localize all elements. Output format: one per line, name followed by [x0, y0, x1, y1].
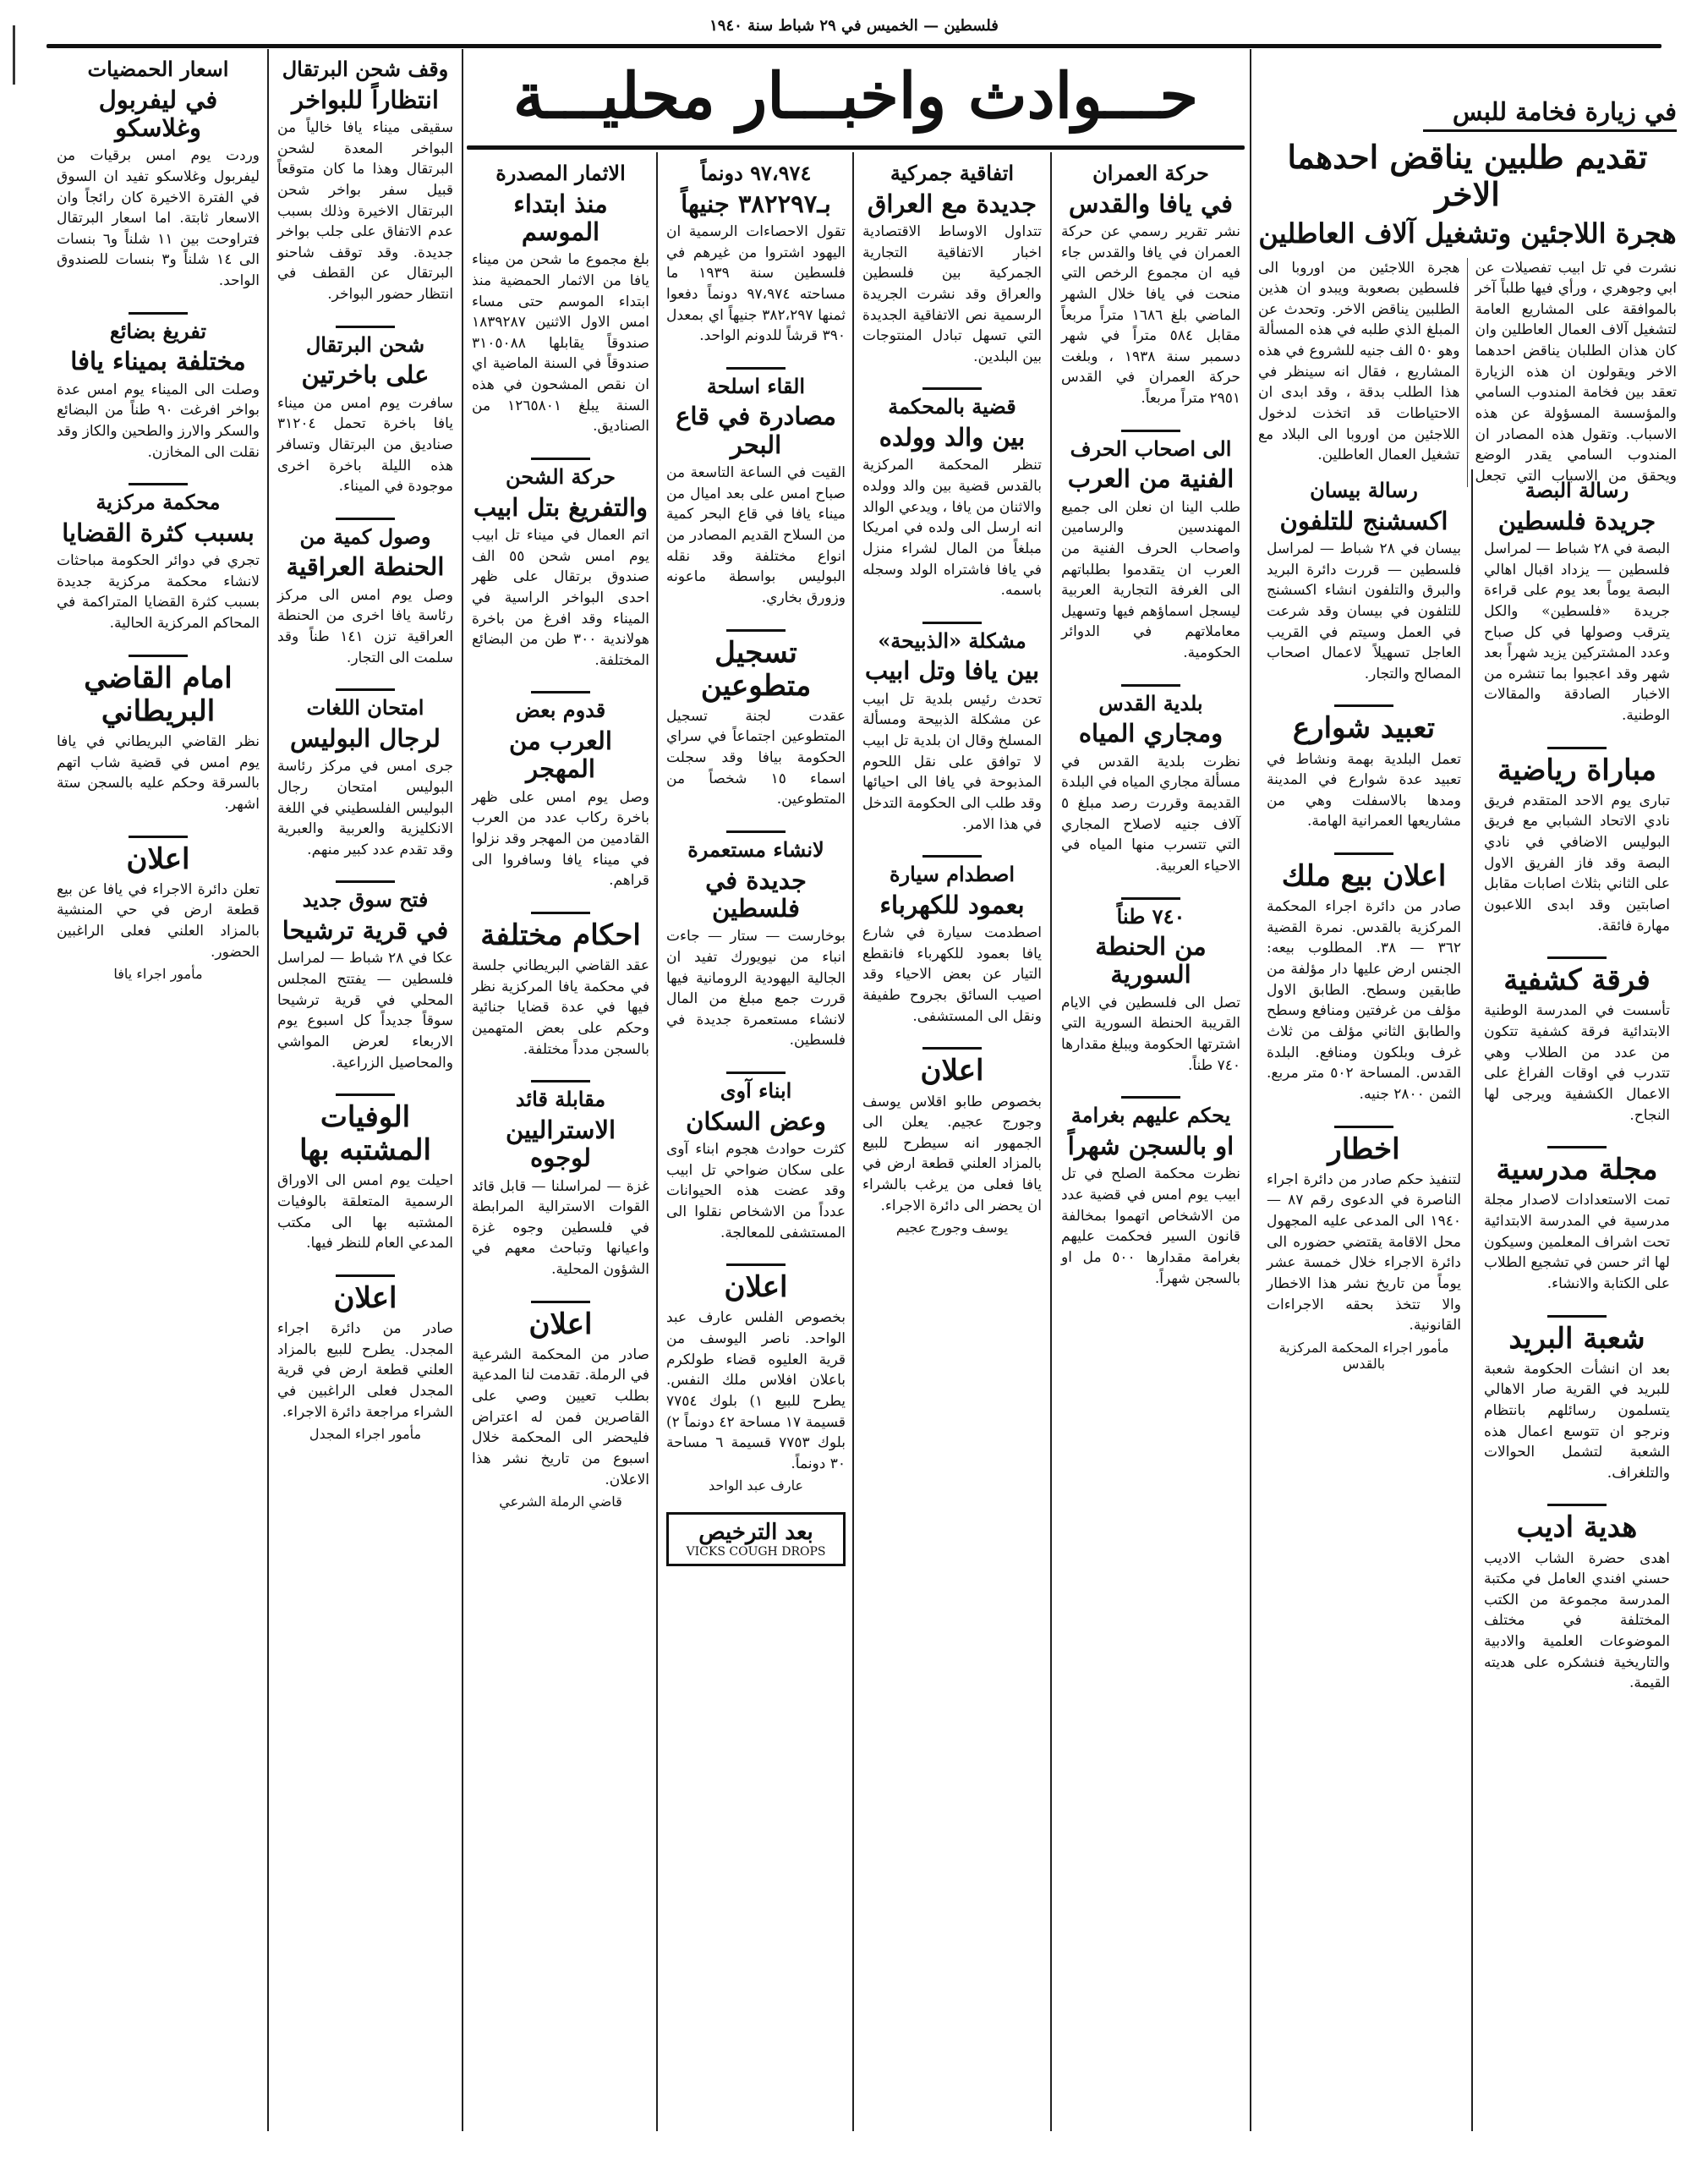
divider [726, 629, 786, 632]
divider [1423, 129, 1677, 132]
divider [129, 836, 188, 838]
column-rule [462, 49, 463, 2131]
article [1267, 844, 1461, 1105]
article [1484, 738, 1670, 937]
divider [336, 688, 395, 691]
article-body: اصطدمت سيارة في شارع يافا بعمود للكهرباء فانقطع التيار عن بعض الاحياء وقد اصيب السائق بجروح طفيفة ونقل الى المستشفى. [862, 924, 1042, 1025]
article-headline: القاء اسلحة [706, 373, 806, 398]
article-body: بيسان في ٢٨ شباط — لمراسل فلسطين — قررت دائرة البريد والبرق والتلفون انشاء اكسشنج للتلفون في بيسان وقد شرعت في العمل وسيتم في القريب العاجل تسهيلاً لاعمال اصحاب المصالح والتجار. [1267, 540, 1462, 682]
article-subhead: جريدة فلسطين [1497, 506, 1656, 535]
article-signature: مأمور اجراء المجدل [309, 1426, 422, 1443]
article-body: بوخارست — ستار — جاءت انباء من نيويورك تفيد ان الجالية اليهودية الرومانية فيها قررت جمع مبلغ من المال لانشاء مستعمرة جديدة في فلسطين. [666, 928, 846, 1050]
article-body: تأسست في المدرسة الوطنية الابتدائية فرقة كشفية تتكون من عدد من الطلاب وهي تتدرب في اوقات الفراغ على الاعمال الكشفية ويرجى لها النجاح. [1484, 1002, 1670, 1124]
divider [922, 855, 982, 858]
article-body: سافرت يوم امس من ميناء يافا باخرة تحمل ٣١٢٠٤ صناديق من البرتقال وتسافر هذه الليلة باخرة اخرى موجودة في الميناء. [277, 394, 453, 496]
divider [1121, 897, 1180, 900]
divider [336, 1093, 395, 1096]
article-body: نشر تقرير رسمي عن حركة العمران في يافا والقدس جاء فيه ان مجموع الرخص التي منحت في يافا خلال الشهر الماضي بلغ ١٦٨٦ متراً مربعاً مقابل ٥٨٤ متراً في شهر دسمبر سنة ١٩٣٨ ، وبلغت حركة العمران في القدس ٢٩٥١ متراً مربعاً. [1061, 222, 1241, 408]
article [1061, 421, 1240, 664]
article-headline: هدية اديب [1516, 1510, 1638, 1545]
masthead-rule [467, 145, 1245, 150]
article-headline: مجلة مدرسية [1496, 1153, 1658, 1187]
article-headline: اتفاقية جمركية [890, 161, 1015, 185]
article-headline: فرقة كشفية [1503, 963, 1651, 998]
article [472, 156, 649, 437]
article [277, 1266, 453, 1442]
article-body: جرى امس في مركز رئاسة البوليس امتحان رجال البوليس الفلسطيني في اللغة الانكليزية والعربية والعبرية وقد تقدم عدد كبير منهم. [277, 758, 453, 858]
article-headline: احكام مختلفة [480, 918, 641, 952]
article-headline: اعلان [724, 1270, 788, 1305]
article-headline: لانشاء مستعمرة [687, 836, 824, 862]
article-body: تعمل البلدية بهمة ونشاط في تعبيد عدة شوارع في المدينة ومدها بالاسفلت وهي من مشاريعها العمرانية الهامة. [1267, 750, 1461, 830]
article-body: وصل يوم امس على ظهر باخرة ركاب عدد من العرب القادمين من المهجر وقد نزلوا في ميناء يافا وسافروا الى قراهم. [472, 788, 649, 890]
divider [129, 312, 188, 315]
article-body: لتنفيذ حكم صادر من دائرة اجراء الناصرة في الدعوى رقم ٨٧ — ١٩٤٠ الى المدعى عليه المجهول محل الاقامة يقتضي حضوره الى دائرة الاجراء خلال خمسة عشر يوماً من تاريخ نشر هذا الاخطار والا تتخذ بحقه الاجراءات القانونية. [1267, 1170, 1462, 1335]
article-body: سقيقى ميناء يافا خالياً من البواخر المعدة لشحن البرتقال وهذا ما كان متوقعاً قبيل سفر بواخر شحن البرتقال الاخيرة وذلك بسبب عدم الاتفاق على جلب بواخر جديدة. وقد توقف شاحنو البرتقال عن القطف في انتظار حضور البواخر. [277, 118, 453, 304]
article-body: القيت في الساعة التاسعة من صباح امس على بعد اميال من ميناء يافا في قاع البحر كمية من السلاح القديم المصادر من انواع مختلفة وقد نقله البوليس بواسطة ماعونه وزورق بخاري. [666, 464, 846, 606]
ad-title: بعد الترخيص [698, 1520, 813, 1546]
article-subhead: بعمود للكهرباء [879, 890, 1025, 919]
column-right-b [1258, 474, 1470, 2131]
article-body: تتداول الاوساط الاقتصادية اخبار الاتفاقية التجارية الجمركية بين فلسطين والعراق وقد نشرت الجريدة الرسمية نص الاتفاقية الجديدة التي تسهل تبادل المنتوجات بين البلدين. [862, 222, 1042, 365]
article-body: صادر من دائرة اجراء المجدل. يطرح للبيع بالمزاد العلني قطعة ارض في قرية المجدل فعلى الراغبين في الشراء مراجعة دائرة الاجراء. [277, 1320, 453, 1421]
article-body: تجري في دوائر الحكومة مباحثات لانشاء محكمة مركزية جديدة بسبب كثرة القضايا المتراكمة في المحاكم المركزية الحالية. [57, 552, 260, 633]
article-subhead: بسبب كثرة القضايا [62, 518, 255, 547]
article-headline: ابناء آوى [720, 1078, 792, 1104]
divider [1547, 956, 1607, 959]
article-body: وردت يوم امس برقيات من ليفربول وغلاسكو تفيد ان السوق في الفترة الاخيرة كان رائجاً وان الاسعار ثابتة. اما اسعار البرتقال فتراوحت بين ١١ شلناً و٦ بنسات الى ١٤ شلناً و٣ بنسات للصندوق الواحد. [57, 147, 260, 290]
ad-text: VICKS COUGH DROPS [686, 1545, 826, 1559]
article-subhead: ومجاري المياه [1078, 719, 1224, 748]
lead-headline: تقديم طلبين يناقض احدهما الاخر [1287, 138, 1648, 214]
divider [1547, 1504, 1607, 1506]
divider [922, 622, 982, 624]
article [666, 621, 846, 810]
article-headline: محكمة مركزية [96, 490, 221, 515]
article-subhead: بين يافا وتل ابيب [864, 656, 1040, 686]
article-headline: حركة الشحن [506, 464, 616, 490]
article-headline: قضية بالمحكمة [888, 394, 1016, 419]
article-signature: قاضي الرملة الشرعي [499, 1494, 622, 1510]
article-signature: عارف عبد الواحد [709, 1477, 803, 1494]
divider [336, 1274, 395, 1277]
article-subhead: لرجال البوليس [290, 723, 441, 753]
article [862, 613, 1042, 835]
article-headline: بلدية القدس [1098, 690, 1203, 715]
article-headline: اخطار [1328, 1132, 1400, 1166]
article-headline: ٧٤٠ طناً [1116, 903, 1185, 929]
article [472, 682, 649, 891]
article-subhead: او بالسجن شهراً [1067, 1131, 1234, 1160]
lead-body: نشرت في تل ابيب تفصيلات عن ابي وجوهري ، ورأي فيها طلباً آخر بالموافقة على المشاريع العامة لتشغيل آلاف العمال العاطلين وان كان هذان الطلبان يناقض احدهما الاخر ويقولون ان هذه الزيارة تعقد بين فخامة المندوب السامي والمؤسسة المسؤولة عن هذه الاسباب. وتقول هذه المصادر ان المندوب السامي يقدر الوضع ويحقق من الاسباب التي تجعل هجرة اللاجئين من اوروبا الى فلسطين بصعوبة ويبدو ان هذين الطلبين يناقض الاخر. وتحدث عن المبلغ الذي طلبه في هذه المسألة وهو ٥٠ الف جنيه للشروع في هذه المشاريع ، فقال انه سينظر في هذا الطلب بدقة ، وقد ابدى ان الاحتياطات قد اتخذت لدخول اللاجئين من اوروبا الى البلاد مع تشغيل العمال العاطلين. [1258, 259, 1677, 485]
article-body: تعلن دائرة الاجراء في يافا عن بيع قطعة ارض في حي المنشية بالمزاد العلني فعلى الراغبين الحضور. [57, 880, 260, 961]
article [277, 1085, 453, 1254]
article-headline: الوفيات المشتبه بها [299, 1100, 431, 1168]
article-headline: اسعار الحمضيات [87, 57, 229, 81]
column-rule [1250, 49, 1251, 2131]
article-body: صادر من دائرة اجراء المحكمة المركزية بالقدس. نمرة القضية ٣٦٢ — ٣٨. المطلوب بيعه: الجنس ارض عليها دار مؤلفة من طابقين وسطح. الطابق الاول مؤلف من غرفتين ومنافع وسطح والطابق الثاني مؤلف من ثلاث غرف وبلكون ومنافع. البلدة القدس. المساحة ٥٠٢ متر مربع. الثمن ٢٨٠٠ جنيه. [1267, 898, 1461, 1103]
article-subhead: مختلفة بميناء يافا [70, 347, 246, 376]
article-subhead: وعض السكان [686, 1106, 826, 1136]
divider [922, 387, 982, 390]
article-body: احيلت يوم امس الى الاوراق الرسمية المتعلقة بالوفيات المشتبه بها الى مكتب المدعي العام للنظر فيها. [277, 1172, 453, 1252]
article-subhead: والتفريغ بتل ابيب [473, 492, 649, 522]
article-headline: حركة العمران [1092, 161, 1209, 185]
column-rule [852, 152, 854, 2131]
article [472, 1072, 649, 1280]
divider [1121, 1096, 1180, 1099]
article-subhead: مصادرة في قاع البحر [676, 402, 836, 459]
divider [1547, 1315, 1607, 1318]
article [57, 474, 260, 634]
article-body: اهدى حضرة الشاب الاديب حسني افندي العامل في مكتبة المدرسة مجموعة من الكتب المختلفة في مختلف الموضوعات العلمية والادبية والتاريخية فنشكره على هديته القيمة. [1484, 1549, 1670, 1692]
article-body: نظرت بلدية القدس في مسألة مجاري المياه في البلدة القديمة وقررت رصد مبلغ ٥ آلاف جنيه لاصلاح المجاري التي تتسرب منها المياه في الاحياء العربية. [1061, 753, 1240, 874]
divider [1121, 684, 1180, 687]
article-subhead: اكسشنج للتلفون [1279, 506, 1448, 535]
article-subhead: في يافا والقدس [1068, 189, 1234, 218]
article-headline: وقف شحن البرتقال [282, 57, 449, 81]
section-masthead: حـــوادث واخبـــار محليـــة [512, 60, 1199, 133]
divider [1547, 1146, 1607, 1148]
article-body: كثرت حوادث هجوم ابناء آوى على سكان ضواحي تل ابيب وقد عضت هذه الحيوانات عدداً من الاشخاص نقلوا الى المستشفى للمعالجة. [666, 1141, 846, 1241]
article-headline: رسالة بيسان [1310, 478, 1418, 502]
article [57, 646, 260, 815]
article [277, 317, 453, 497]
column-main-2 [854, 156, 1050, 2131]
article [862, 379, 1042, 600]
article-headline: وصول كمية من [299, 523, 431, 549]
lead-article [1258, 93, 1677, 487]
divider [726, 1072, 786, 1074]
article [1061, 676, 1240, 877]
article-subhead: الاستراليين لوجوه [505, 1115, 616, 1173]
article-headline: اعلان [920, 1054, 984, 1088]
article-headline: الى اصحاب الحرف [1070, 436, 1232, 461]
article-subhead: منذ ابتداء الموسم [513, 189, 608, 246]
article [1484, 1495, 1670, 1694]
column-left-1 [48, 52, 268, 2131]
article-body: وصل يوم امس الى مركز رئاسة يافا اخرى من الحنطة العراقية تزن ١٤١ طناً وقد سلمت الى التجار. [277, 586, 453, 666]
article [277, 872, 453, 1073]
article [666, 1255, 846, 1494]
article-body: عكا في ٢٨ شباط — لمراسل فلسطين — يفتتح المجلس المحلي في قرية ترشيحا سوقاً جديداً كل اسبوع يوم الاربعاء لعرض المواشي والمحاصيل الزراعية. [277, 950, 453, 1072]
column-rule [656, 152, 658, 2131]
article [277, 509, 453, 669]
article-subhead: الحنطة العراقية [286, 552, 445, 582]
article [277, 680, 453, 860]
article-headline: الاثمار المصدرة [495, 161, 626, 185]
article [862, 156, 1042, 367]
article [57, 827, 260, 983]
article-subhead: انتظاراً للبواخر [292, 85, 439, 114]
article-body: بلغ مجموع ما شحن من ميناء يافا من الاثمار الحمضية منذ ابتداء الموسم حتى مساء امس الاول الاثنين ١٨٣٩٢٨٧ صندوقاً يقابلها ٣١٠٥٠٨٨ صندوقاً في السنة الماضية اي ان نقص المشحون في هذه السنة يبلغ ١٢٦٥٨٠١ من الصناديق. [472, 251, 649, 436]
article-headline: مشكلة «الذبيحة» [878, 628, 1026, 653]
column-right-a [1475, 474, 1678, 2131]
article [472, 449, 649, 671]
article-body: نظر القاضي البريطاني في يافا يوم امس في قضية شاب اتهم بالسرقة وحكم عليه بالسجن ستة اشهر. [57, 732, 260, 813]
article [666, 156, 846, 347]
divider [336, 518, 395, 520]
article [862, 1039, 1042, 1236]
article-headline: اصطدام سيارة [889, 862, 1015, 887]
divider [1334, 704, 1393, 707]
article [1061, 156, 1240, 409]
article [666, 822, 846, 1051]
article [57, 304, 260, 463]
column-rule [1471, 469, 1473, 2131]
top-rule [47, 44, 1661, 48]
margin-mark [13, 25, 15, 85]
article-headline: اعلان بيع ملك [1281, 859, 1447, 894]
divider [129, 655, 188, 657]
article-body: تصل الى فلسطين في الايام القريبة الحنطة السورية التي اشترتها الحكومة ويبلغ مقدارها ٧٤٠ طناً. [1061, 994, 1240, 1074]
article-headline: شعبة البريد [1508, 1321, 1645, 1356]
article-subhead: بـ٣٨٢٢٩٧ جنيهاً [681, 189, 831, 218]
article [472, 1292, 649, 1510]
divider [726, 830, 786, 833]
article-body: تقول الاحصاءات الرسمية ان اليهود اشتروا من غيرهم في فلسطين سنة ١٩٣٩ ما مساحته ٩٧،٩٧٤ دونماً دفعوا ثمنها ٣٨٢،٢٩٧ جنيهاً اي بمعدل ٣٩٠ قرشاً للدونم الواحد. [666, 222, 846, 345]
article [1267, 1117, 1461, 1372]
article-headline: امتحان اللغات [306, 695, 424, 721]
lead-subhead: هجرة اللاجئين وتشغيل آلاف العاطلين [1258, 216, 1677, 249]
article-headline: اعلان [126, 841, 190, 876]
article-headline: رسالة البصة [1525, 478, 1629, 502]
article-headline: تسجيل متطوعين [700, 635, 812, 703]
article-signature: يوسف وجورج عجيم [895, 1220, 1009, 1236]
article [862, 847, 1042, 1027]
article-headline: تعبيد شوارع [1292, 711, 1436, 746]
divider [1121, 430, 1180, 432]
article-signature: مأمور اجراء يافا [113, 966, 203, 983]
article-headline: مقابلة قائد [515, 1087, 606, 1112]
article-subhead: بين والد وولده [879, 423, 1026, 452]
divider [726, 1263, 786, 1266]
divider [1334, 1126, 1393, 1128]
article-headline: يحكم عليهم بغرامة [1070, 1103, 1231, 1128]
article-body: تحدث رئيس بلدية تل ابيب عن مشكلة الذبيحة ومسألة المسلخ وقال ان بلدية تل ابيب لا توافق على نقل اللحوم المذبوحة في يافا الى احيائها وقد طلب الى الحكومة التدخل في هذا الامر. [862, 690, 1042, 833]
article-subhead: الفنية من العرب [1067, 464, 1234, 494]
article-headline: قدوم بعض [515, 698, 606, 723]
article-body: البصة في ٢٨ شباط — لمراسل فلسطين — يزداد اقبال اهالي البصة يوماً بعد يوم على قراءة جريدة «فلسطين» والكل يترقب وصولها في كل صباح وعدد المشتركين يزيد شهراً بعد شهر وقد اعجبوا بما تنشره من الاخبار الصادقة والمقالات الوطنية. [1484, 540, 1670, 725]
article [1484, 1307, 1670, 1484]
article [1061, 889, 1240, 1077]
divider [1334, 852, 1393, 855]
divider [531, 691, 590, 693]
article-subhead: جديدة مع العراق [867, 189, 1037, 218]
column-main-3 [658, 156, 854, 2131]
lead-kicker: في زيارة فخامة للبس [1452, 97, 1677, 126]
article-signature: مأمور اجراء المحكمة المركزية بالقدس [1278, 1339, 1449, 1372]
divider [531, 912, 590, 914]
article-body: بخصوص الفلس عارف عبد الواحد. ناصر اليوسف من قرية العليوه قضاء طولكرم باعلان افلاس ملك النفس. يطرح للبيع ١) بلوك ٧٧٥٤ قسيمة ١٧ مساحة ٤٢ دونماً ٢) بلوك ٧٧٥٣ قسيمة ٦ مساحة ٣٠ دونماً. [666, 1309, 846, 1472]
article-headline: تفريغ بضائع [109, 318, 207, 343]
column-left-2 [269, 52, 462, 2131]
article [1484, 948, 1670, 1126]
article-headline: اعلان [333, 1281, 397, 1316]
divider [531, 1301, 590, 1303]
article-headline: مباراة رياضية [1497, 753, 1656, 787]
article [666, 359, 846, 609]
article-subhead: في قرية ترشيحا [282, 916, 449, 945]
article-headline: ٩٧،٩٧٤ دونماً [700, 161, 812, 185]
article-body: بعد ان انشأت الحكومة شعبة للبريد في القرية صار الاهالي يتسلمون رسائلهم بانتظام ونرجو ان تتوسع اعمال هذه الشعبة لتشمل الحوالات والتلغراف. [1484, 1360, 1670, 1482]
article [1267, 696, 1461, 832]
divider [531, 458, 590, 460]
article-subhead: في ليفربول وغلاسكو [98, 85, 218, 142]
article-body: عقد القاضي البريطاني جلسة في محكمة يافا المركزية نظر فيها في عدة قضايا جنائية وحكم على بعض المتهمين بالسجن مدداً مختلفة. [472, 957, 649, 1058]
article-body: تمت الاستعدادات لاصدار مجلة مدرسية في المدرسة الابتدائية تحت اشراف المعلمين وسيكون لها اثر حسن في تشجيع الطلاب على الكتابة والانشاء. [1483, 1192, 1670, 1292]
column-rule [267, 49, 269, 2131]
dateline: فلسطين — الخميس في ٢٩ شباط سنة ١٩٤٠ [709, 17, 999, 35]
article-body: نظرت محكمة الصلح في تل ابيب يوم امس في قضية عدد من الاشخاص اتهموا بمخالفة قانون السير فحكمت عليهم بغرامة مقدارها ٥٠٠ مل او بالسجن شهراً. [1061, 1165, 1240, 1287]
article-body: عقدت لجنة تسجيل المتطوعين اجتماعاً في سراي الحكومة بيافا وقد سجلت اسماء ١٥ شخصاً من المتطوعين. [666, 707, 846, 808]
article-subhead: جديدة في فلسطين [705, 865, 807, 923]
divider [1547, 747, 1607, 749]
advertisement [666, 1512, 846, 1566]
article-headline: امام القاضي البريطاني [84, 660, 233, 728]
divider [726, 367, 786, 370]
article-body: تنظر المحكمة المركزية بالقدس قضية بين والد وولده والاثنان من يافا ، ويدعي الوالد انه ارسل الى ولده في امريكا مبلغاً من المال لشراء منزل في يافا فاشتراه الولد وسجله باسمه. [862, 457, 1042, 600]
column-main-1 [1053, 156, 1249, 2131]
article [277, 52, 453, 305]
divider [129, 483, 188, 485]
article-body: بخصوص طابو اقلاس يوسف وجورج عجيم. يعلن الى الجمهور انه سيطرح للبيع بالمزاد العلني قطعة ارض في يافا فعلى من يرغب بالشراء ان يحضر الى دائرة الاجراء. [862, 1093, 1042, 1214]
divider [531, 1080, 590, 1082]
article-body: اتم العمال في ميناء تل ابيب يوم امس شحن ٥٥ الف صندوق برتقال على ظهر احدى البواخر الراسية في الميناء وقد افرغ من باخرة هولاندية ٣٠٠ طن من البضائع المختلفة. [472, 526, 649, 669]
article-body: غزة — لمراسلنا — قابل قائد القوات الاسترالية المرابطة في فلسطين وجوه غزة واعيانها وتباحث معهم في الشؤون المحلية. [472, 1177, 649, 1279]
article [1267, 474, 1461, 684]
column-rule [1050, 152, 1052, 2131]
article [472, 903, 649, 1060]
article-headline: اعلان [528, 1307, 593, 1341]
article-subhead: العرب من المهجر [509, 726, 612, 784]
article [1484, 1137, 1670, 1294]
article [57, 52, 260, 292]
divider [922, 1047, 982, 1050]
article-body: وصلت الى الميناء يوم امس عدة بواخر افرغت ٩٠ طناً من البضائع والسكر والارز والطحين والكاز وقد نقلت الى المخازن. [57, 381, 260, 461]
article-body: تبارى يوم الاحد المتقدم فريق نادي الاتحاد الشبابي مع فريق البوليس الاضافي في نادي البصة وقد فاز الفريق الاول على الثاني بثلاث اصابات مقابل اصابتين وقد ابدى اللاعبون مهارة فائقة. [1484, 792, 1670, 935]
article [666, 1063, 846, 1243]
article-body: طلب الينا ان نعلن الى جميع المهندسين والرسامين واصحاب الحرف الفنية من العرب ان يتقدموا بطلباتهم الى الغرفة التجارية العربية ليسجل اسماؤهم فيها وتسهيل معاملاتهم في الدوائر الحكومية. [1061, 498, 1240, 662]
divider [336, 880, 395, 883]
article-headline: شحن البرتقال [305, 332, 425, 357]
article-subhead: من الحنطة السورية [1095, 932, 1207, 989]
article-body: صادر من المحكمة الشرعية في الرملة. تقدمت لنا المدعية بطلب تعيين وصي على القاصرين فمن له اعتراض فليحضر الى المحكمة خلال اسبوع من تاريخ نشر هذا الاعلان. [472, 1346, 649, 1488]
article-headline: فتح سوق جديد [302, 887, 429, 913]
divider [336, 326, 395, 328]
article-subhead: على باخرتين [301, 360, 430, 390]
article [1061, 1088, 1240, 1289]
article [1484, 474, 1670, 726]
column-main-4 [463, 156, 658, 2131]
